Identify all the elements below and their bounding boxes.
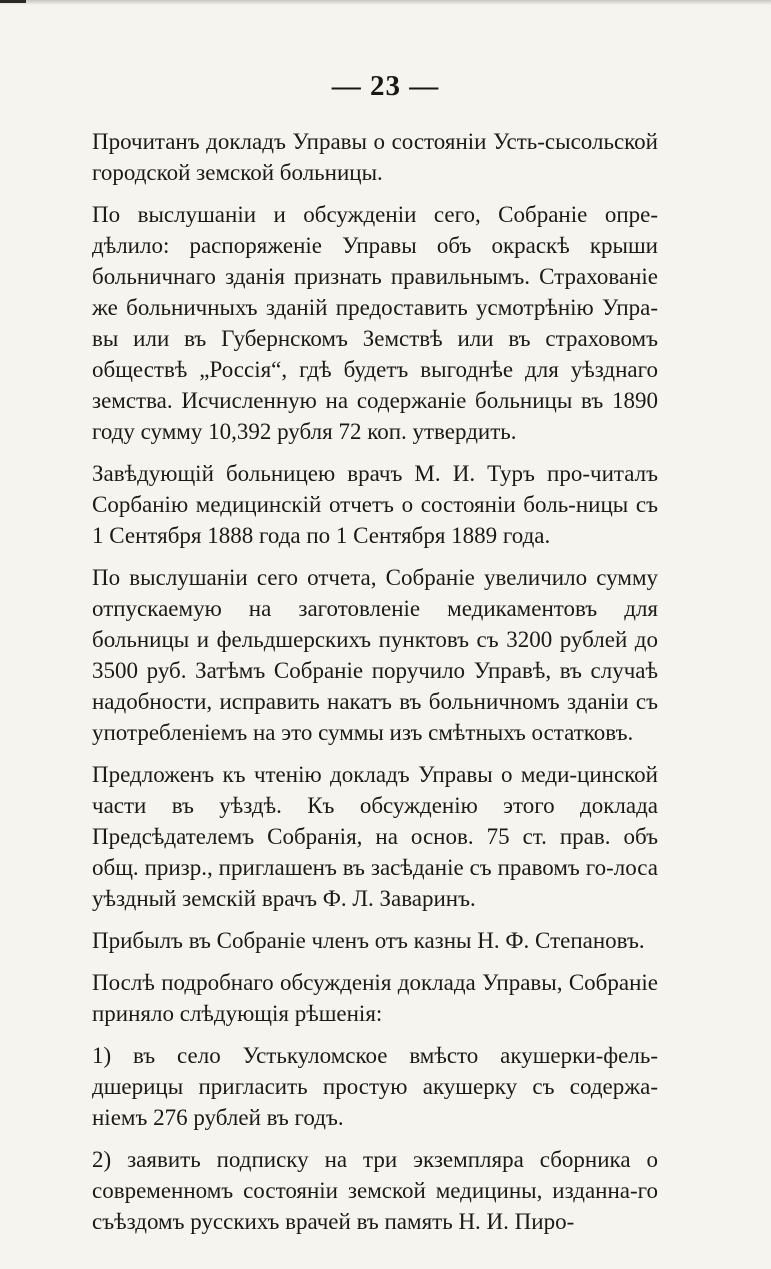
paragraph-4: По выслушаніи сего отчета, Собраніе увеличило сумму отпускаемую на заготовленіе медикаментовъ для больницы и фельдшерскихъ пунктовъ съ 3200 рублей до 3500 руб. Затѣмъ Собраніе поручило Управѣ, въ случаѣ надобности, исправить накатъ въ больничномъ зданіи съ употребленіемъ на это суммы изъ смѣтныхъ остатковъ. [92,565,658,745]
page-number: — 23 — [331,70,440,102]
paragraph-2: По выслушаніи и обсужденіи сего, Собраніе опре-дѣлило: распоряженіе Управы объ окраскѣ крыши больничнаго зданія признать правильнымъ. Страхованіе же больничныхъ зданій предоставить усмотрѣнію Упра-вы или въ Губернскомъ Земствѣ или въ страховомъ обществѣ „Россія“, гдѣ будетъ выгоднѣе для уѣзднаго земства. Исчисленную на содержаніе больницы въ 1890 году сумму 10,392 рубля 72 коп. утвердить. [92,202,658,444]
body-text [92,126,658,1248]
paragraph-5: Предложенъ къ чтенію докладъ Управы о меди-цинской части въ уѣздѣ. Къ обсужденію этого доклада Предсѣдателемъ Собранія, на основ. 75 ст. прав. объ общ. призр., приглашенъ въ засѣданіе съ правомъ го-лоса уѣздный земскій врачъ Ф. Л. Заваринъ. [92,762,658,911]
paragraph-3: Завѣдующій больницею врачъ М. И. Туръ про-читалъ Сорбанію медицинскій отчетъ о состояніи боль-ницы съ 1 Сентября 1888 года по 1 Сентября 1889 года. [92,461,658,548]
paragraph-1: Прочитанъ докладъ Управы о состояніи Усть-сысольской городской земской больницы. [92,129,658,185]
paragraph-7: Послѣ подробнаго обсужденія доклада Управы, Собраніе приняло слѣдующія рѣшенія: [92,970,658,1026]
page-top-edge [0,0,771,5]
paragraph-6: Прибылъ въ Собраніе членъ отъ казны Н. Ф. Степановъ. [92,928,645,953]
paragraph-9: 2) заявить подписку на три экземпляра сборника о современномъ состояніи земской медицины, изданна-го съѣздомъ русскихъ врачей въ память Н. И. Пиро- [92,1147,658,1234]
corner-mark [0,0,26,3]
paragraph-8: 1) въ село Устькуломское вмѣсто акушерки-фель-дшерицы пригласить простую акушерку съ содержа-ніемъ 276 рублей въ годъ. [92,1043,658,1130]
